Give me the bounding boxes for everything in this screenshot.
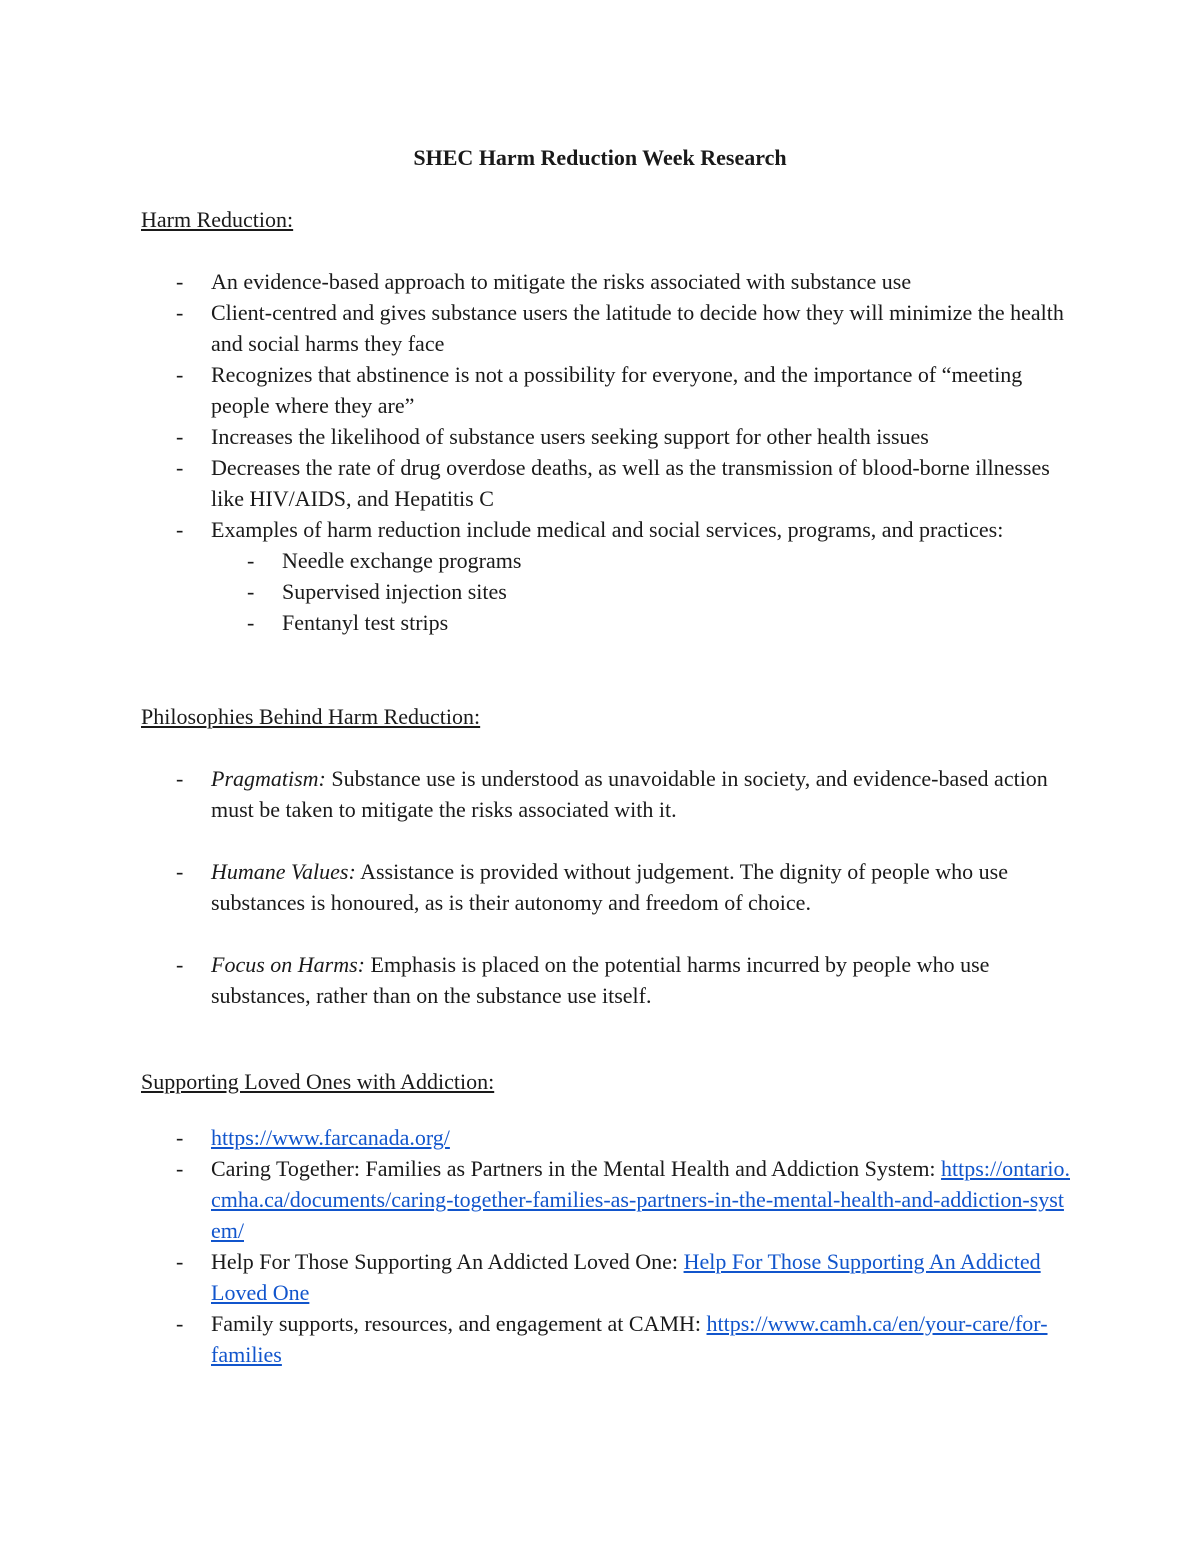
term: Pragmatism:	[211, 766, 326, 791]
list-item: - Humane Values: Assistance is provided without judgement. The dignity of people who use substances is honoured, as is their autonomy and freedom of choice.	[0, 856, 1071, 918]
list-item: - Focus on Harms: Emphasis is placed on the potential harms incurred by people who use substances, rather than on the substance use itself.	[0, 949, 1071, 1011]
sublist-item: - Supervised injection sites	[211, 576, 982, 607]
bullet-dash: -	[176, 269, 184, 294]
list-item	[0, 1122, 1071, 1153]
section-heading-harm-reduction: Harm Reduction:	[141, 207, 294, 232]
examples-sublist	[211, 545, 1071, 638]
list-item: - Family supports, resources, and engagement at CAMH: https://www.camh.ca/en/your-care/for-families	[0, 1308, 1071, 1370]
bullet-dash: -	[176, 952, 184, 977]
supporting-list	[0, 1122, 1200, 1370]
list-item: - Pragmatism: Substance use is understood as unavoidable in society, and evidence-based action must be taken to mitigate the risks associated with it.	[0, 763, 1071, 825]
page-title: SHEC Harm Reduction Week Research	[413, 145, 787, 170]
bullet-dash: -	[176, 766, 184, 791]
list-item: - Examples of harm reduction include medical and social services, programs, and practices: - Needle exchange programs - Supervised injection sites - Fentanyl test strips	[0, 514, 1071, 638]
section-heading-philosophies: Philosophies Behind Harm Reduction:	[141, 704, 481, 729]
bullet-dash: -	[176, 300, 184, 325]
bullet-dash: -	[176, 424, 184, 449]
bullet-dash: -	[176, 859, 184, 884]
list-item: - Caring Together: Families as Partners in the Mental Health and Addiction System: https://ontario.cmha.ca/documents/caring-together-families-as-partners-in-the-mental-health-and-addiction-system/	[0, 1153, 1071, 1246]
farcanada-link[interactable]: https://www.farcanada.org/	[211, 1125, 450, 1150]
bullet-dash: -	[176, 1156, 184, 1181]
harm-reduction-list	[0, 266, 1200, 638]
term: Humane Values:	[211, 859, 356, 884]
list-item: - An evidence-based approach to mitigate the risks associated with substance use	[0, 266, 1071, 297]
list-item: - Decreases the rate of drug overdose deaths, as well as the transmission of blood-borne illnesses like HIV/AIDS, and Hepatitis C	[0, 452, 1071, 514]
sublist-item: - Needle exchange programs	[211, 545, 982, 576]
cmha-caring-together-link[interactable]: https://ontario.cmha.ca/documents/caring-together-families-as-partners-in-the-mental-health-and-addiction-system/	[211, 1156, 1070, 1243]
list-item: - Increases the likelihood of substance users seeking support for other health issues	[0, 421, 1071, 452]
bullet-dash: -	[247, 548, 255, 573]
term: Focus on Harms:	[211, 952, 365, 977]
list-item: - Help For Those Supporting An Addicted Loved One: Help For Those Supporting An Addicted Loved One	[0, 1246, 1071, 1308]
bullet-dash: -	[176, 455, 184, 480]
bullet-dash: -	[176, 1125, 184, 1150]
bullet-dash: -	[176, 1311, 184, 1336]
sublist-item: - Fentanyl test strips	[211, 607, 982, 638]
bullet-dash: -	[247, 579, 255, 604]
list-item: - Recognizes that abstinence is not a possibility for everyone, and the importance of “meeting people where they are”	[0, 359, 1071, 421]
camh-families-link[interactable]: https://www.camh.ca/en/your-care/for-families	[211, 1311, 1048, 1367]
section-heading-supporting: Supporting Loved Ones with Addiction:	[141, 1069, 495, 1094]
philosophies-list	[0, 763, 1200, 1011]
bullet-dash: -	[176, 362, 184, 387]
bullet-dash: -	[176, 517, 184, 542]
bullet-dash: -	[247, 610, 255, 635]
list-item: - Client-centred and gives substance users the latitude to decide how they will minimize the health and social harms they face	[0, 297, 1071, 359]
bullet-dash: -	[176, 1249, 184, 1274]
help-supporting-link[interactable]: Help For Those Supporting An Addicted Loved One	[211, 1249, 1041, 1305]
